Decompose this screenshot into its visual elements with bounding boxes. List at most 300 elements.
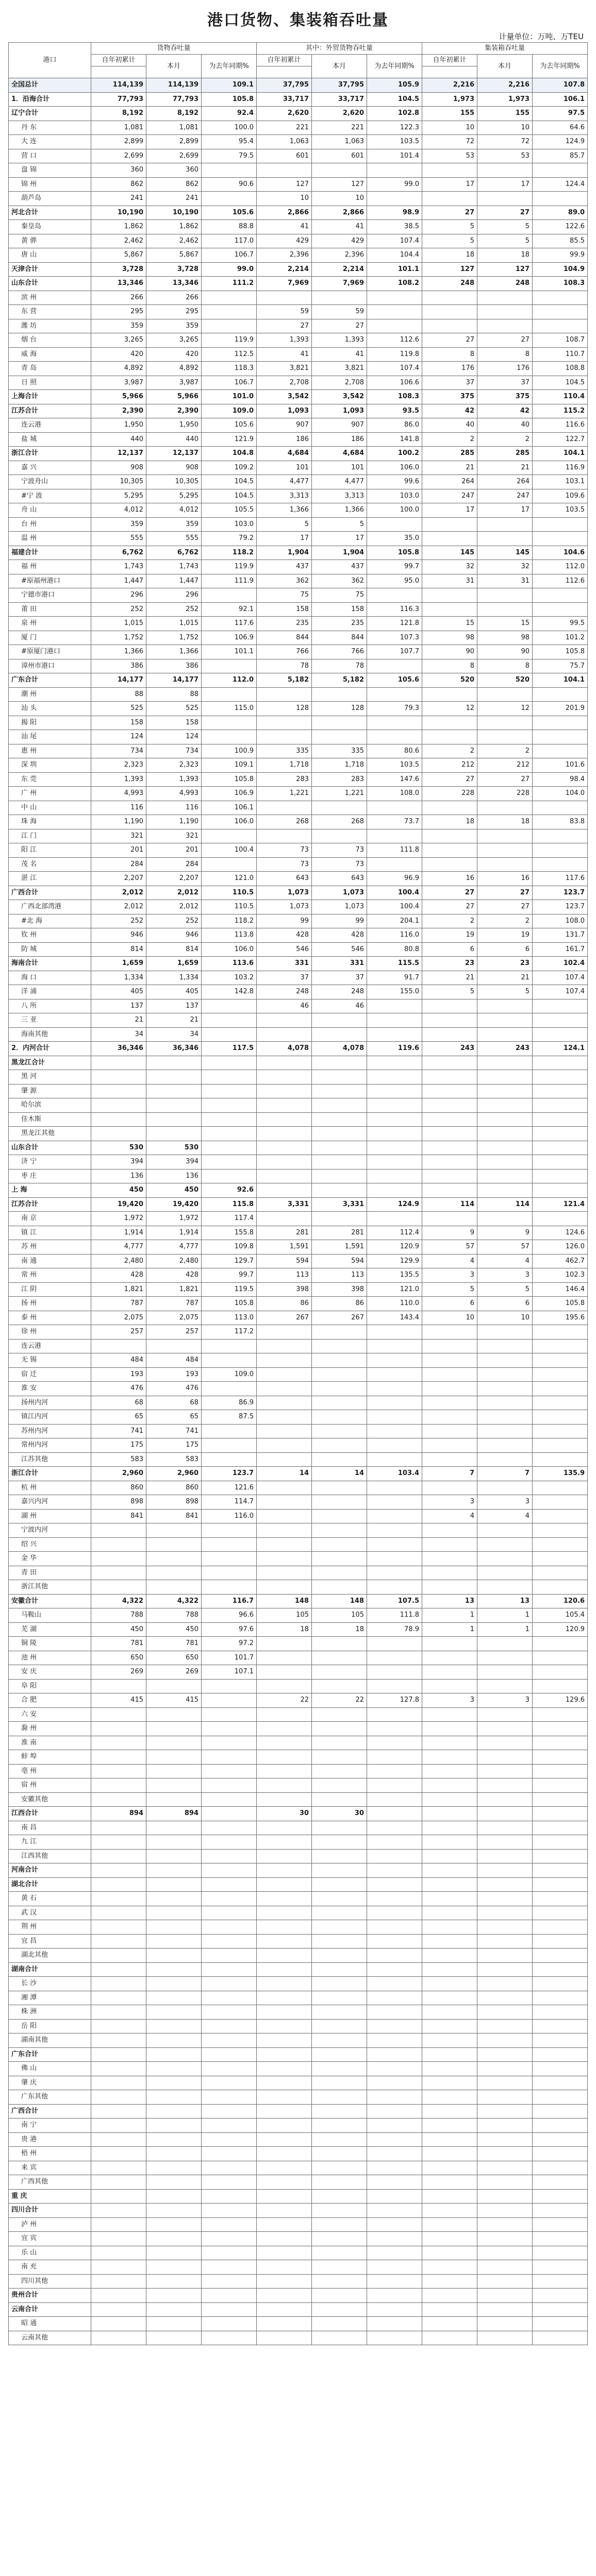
value-cell: 107.4 [533,985,588,999]
table-row [9,687,588,702]
value-cell [422,2047,477,2062]
port-name-cell: 泸 州 [9,2217,91,2232]
value-cell [477,1438,533,1453]
value-cell [312,1934,367,1948]
value-cell: 2,075 [146,1311,202,1325]
value-cell [202,2090,257,2105]
value-cell [146,1707,202,1722]
table-row [9,1637,588,1651]
table-row [9,1297,588,1311]
value-cell [257,2246,312,2260]
port-name-cell: 湖 州 [9,1509,91,1523]
port-name-cell: 亳 州 [9,1764,91,1778]
value-cell [367,1807,422,1821]
port-name-cell: 滁 州 [9,1722,91,1736]
value-cell [422,730,477,744]
port-name-cell: 2．内河合计 [9,1042,91,1056]
value-cell [367,1424,422,1438]
value-cell: 116.6 [533,418,588,433]
value-cell: 105 [257,1608,312,1623]
value-cell: 68 [146,1396,202,1410]
table-row [9,1098,588,1113]
value-cell [91,1679,146,1693]
value-cell [477,1906,533,1920]
value-cell: 594 [257,1254,312,1268]
value-cell: 8 [422,659,477,673]
value-cell: 101.7 [202,1651,257,1665]
value-cell: 120.9 [367,1240,422,1255]
value-cell: 4,684 [312,447,367,461]
value-cell [533,1112,588,1127]
table-row [9,1353,588,1368]
value-cell: 100.9 [202,744,257,758]
value-cell [367,2033,422,2048]
table-row [9,347,588,362]
value-cell [91,2260,146,2275]
value-cell [477,2175,533,2190]
value-cell [202,1778,257,1793]
table-row [9,1282,588,1297]
value-cell: 3 [422,1268,477,1283]
value-cell: 108.2 [367,277,422,291]
value-cell: 27 [422,333,477,348]
value-cell: 161.7 [533,942,588,957]
port-name-cell: 广西北部湾港 [9,900,91,914]
value-cell: 57 [422,1240,477,1255]
value-cell [367,1722,422,1736]
port-name-cell: #原厦门港口 [9,645,91,659]
value-cell: 10 [422,1311,477,1325]
value-cell: 99 [257,914,312,928]
value-cell [312,1736,367,1750]
value-cell: 1,221 [312,787,367,801]
table-row [9,1268,588,1283]
value-cell [533,305,588,319]
value-cell [477,1382,533,1396]
value-cell [422,1580,477,1595]
value-cell [146,1736,202,1750]
value-cell [202,1962,257,1977]
value-cell [477,1112,533,1127]
value-cell [312,2062,367,2076]
table-row [9,1948,588,1963]
table-row [9,1807,588,1821]
value-cell: 155.0 [367,985,422,999]
value-cell: 5,295 [146,489,202,503]
value-cell: 1,093 [257,404,312,418]
value-cell: 129.9 [367,1254,422,1268]
value-cell: 247 [477,489,533,503]
value-cell [202,2104,257,2119]
value-cell: 14,177 [91,673,146,688]
value-cell [367,517,422,532]
value-cell [422,1835,477,1850]
value-cell: 3,265 [91,333,146,348]
value-cell: 13,346 [146,277,202,291]
value-cell [312,2076,367,2090]
table-row [9,277,588,291]
value-cell: 99 [312,914,367,928]
port-name-cell: 黄 骅 [9,234,91,248]
value-cell: 898 [91,1495,146,1510]
value-cell [91,2246,146,2260]
value-cell [202,1438,257,1453]
port-name-cell: 湖南合计 [9,1962,91,1977]
value-cell [367,1991,422,2005]
value-cell: 19 [422,928,477,943]
value-cell: 34 [91,1027,146,1042]
value-cell [257,1792,312,1807]
table-row [9,1877,588,1892]
table-row [9,404,588,418]
value-cell [533,999,588,1013]
value-cell [257,2289,312,2303]
value-cell [146,1098,202,1113]
value-cell: 106.0 [367,461,422,475]
value-cell [477,2147,533,2161]
value-cell [477,1877,533,1892]
value-cell: 248 [312,985,367,999]
value-cell [146,2289,202,2303]
port-name-cell: 黑龙江合计 [9,1056,91,1070]
value-cell: 4,322 [91,1594,146,1608]
value-cell: 27 [312,319,367,333]
value-cell [257,1665,312,1680]
table-row [9,418,588,433]
value-cell [312,1141,367,1155]
value-cell [91,1892,146,1906]
value-cell [422,2274,477,2289]
value-cell: 440 [91,432,146,447]
port-name-cell: 武 汉 [9,1906,91,1920]
value-cell: 520 [477,673,533,688]
value-cell: 7,969 [257,277,312,291]
value-cell: 252 [91,602,146,617]
value-cell: 104.9 [533,262,588,277]
value-cell [367,1339,422,1353]
table-row [9,1197,588,1212]
value-cell: 21 [422,971,477,985]
value-cell: 5 [477,220,533,234]
value-cell: 5,966 [146,390,202,404]
value-cell: 129.6 [533,1693,588,1708]
table-row [9,787,588,801]
value-cell [146,1084,202,1098]
value-cell [257,1127,312,1141]
value-cell [477,1778,533,1793]
value-cell: 16 [477,872,533,886]
value-cell [202,1934,257,1948]
value-cell: 5 [422,234,477,248]
value-cell [533,1948,588,1963]
value-cell: 285 [477,447,533,461]
value-cell [91,1962,146,1977]
value-cell [533,2062,588,2076]
port-name-cell: 中 山 [9,801,91,815]
value-cell [257,2047,312,2062]
value-cell [91,2331,146,2345]
port-name-cell: 珠 海 [9,815,91,829]
value-cell [202,1707,257,1722]
table-row [9,2217,588,2232]
value-cell: 46 [312,999,367,1013]
table-row [9,2147,588,2161]
value-cell: 175 [146,1438,202,1453]
value-cell: 86.9 [202,1396,257,1410]
value-cell: 112.5 [202,347,257,362]
value-cell [367,2331,422,2345]
table-row [9,1537,588,1552]
value-cell: 104.8 [202,447,257,461]
value-cell [257,1382,312,1396]
value-cell [91,1127,146,1141]
value-cell [477,843,533,858]
value-cell [257,2204,312,2218]
value-cell: 113.0 [202,1311,257,1325]
value-cell [257,2062,312,2076]
value-cell: 15 [422,617,477,631]
value-cell [477,2104,533,2119]
value-cell [312,716,367,730]
value-cell [422,2331,477,2345]
table-row [9,1084,588,1098]
value-cell [533,1495,588,1510]
value-cell: 101.4 [367,149,422,163]
value-cell: 898 [146,1495,202,1510]
table-row [9,2132,588,2147]
value-cell: 386 [146,659,202,673]
value-cell [202,857,257,872]
port-name-cell: 湖南其他 [9,2033,91,2048]
value-cell [202,1424,257,1438]
value-cell: 117.6 [533,872,588,886]
port-name-cell: 宿 迁 [9,1367,91,1382]
value-cell [146,1892,202,1906]
port-name-cell: 南 昌 [9,1821,91,1835]
value-cell [146,1764,202,1778]
value-cell: 4,777 [146,1240,202,1255]
port-name-cell: 镇江内河 [9,1410,91,1425]
value-cell: 128 [257,702,312,716]
value-cell: 31 [422,574,477,588]
value-cell [367,999,422,1013]
value-cell [367,1863,422,1878]
value-cell: 104.5 [202,475,257,489]
value-cell: 4,777 [91,1240,146,1255]
port-name-cell: 株 洲 [9,2005,91,2020]
value-cell: 3,728 [146,262,202,277]
value-cell [477,2161,533,2175]
port-name-cell: 汕 头 [9,702,91,716]
port-name-cell: 盐 城 [9,432,91,447]
value-cell: 2,866 [257,206,312,220]
table-row [9,1693,588,1708]
value-cell [533,517,588,532]
value-cell: 37,795 [312,78,367,93]
table-row [9,1042,588,1056]
value-cell [257,1339,312,1353]
value-cell [422,1764,477,1778]
value-cell [422,1948,477,1963]
port-name-cell: 全国总计 [9,78,91,93]
value-cell: 221 [257,121,312,135]
col-cum: 自年初累计 [422,55,477,66]
value-cell: 1 [477,1608,533,1623]
table-row [9,78,588,93]
value-cell [367,2005,422,2020]
value-cell: 1,950 [146,418,202,433]
value-cell [367,2189,422,2204]
value-cell: 113 [312,1268,367,1283]
value-cell: 105.8 [367,546,422,560]
table-row [9,1707,588,1722]
value-cell [202,192,257,206]
value-cell [202,2175,257,2190]
table-row [9,432,588,447]
value-cell [367,1438,422,1453]
port-header: 港口 [9,43,91,78]
value-cell: 530 [91,1141,146,1155]
port-name-cell: 海 口 [9,971,91,985]
port-name-cell: 福建合计 [9,546,91,560]
value-cell: 33,717 [312,92,367,107]
value-cell: 37 [257,971,312,985]
value-cell: 10 [477,121,533,135]
value-cell: 9 [477,1226,533,1240]
port-name-cell: 舟 山 [9,503,91,518]
value-cell [202,1382,257,1396]
value-cell: 101 [312,461,367,475]
value-cell [422,2019,477,2033]
value-cell: 398 [257,1282,312,1297]
value-cell: 1,366 [91,645,146,659]
value-cell [422,2302,477,2317]
value-cell: 124.9 [367,1197,422,1212]
value-cell [533,1367,588,1382]
value-cell: 104.5 [202,489,257,503]
table-row [9,489,588,503]
value-cell [202,291,257,305]
value-cell: 2,960 [91,1467,146,1481]
value-cell: 124.1 [533,1042,588,1056]
port-name-cell: 惠 州 [9,744,91,758]
value-cell: 10,305 [146,475,202,489]
value-cell: 2,480 [146,1254,202,1268]
value-cell [533,1750,588,1765]
value-cell [91,1070,146,1084]
port-name-cell: 黑 河 [9,1070,91,1084]
value-cell [91,1821,146,1835]
value-cell: 2,699 [91,149,146,163]
value-cell: 155 [422,107,477,121]
value-cell [202,1070,257,1084]
value-cell: 8 [477,347,533,362]
value-cell [257,2005,312,2020]
value-cell: 75 [312,588,367,603]
value-cell [257,1764,312,1778]
port-name-cell: 常州内河 [9,1438,91,1453]
value-cell: 2 [477,432,533,447]
value-cell [533,1424,588,1438]
value-cell: 92.6 [202,1183,257,1198]
port-name-cell: 杭 州 [9,1481,91,1495]
value-cell: 123.7 [202,1467,257,1481]
value-cell [477,1141,533,1155]
value-cell [146,2260,202,2275]
port-name-cell: 盘 锦 [9,163,91,178]
value-cell [422,999,477,1013]
value-cell [367,2104,422,2119]
value-cell [257,1027,312,1042]
value-cell: 110.5 [202,886,257,900]
table-row [9,1736,588,1750]
value-cell: 99.7 [367,560,422,574]
value-cell [477,1665,533,1680]
value-cell: 1,073 [312,900,367,914]
value-cell: 1,447 [146,574,202,588]
value-cell: 107.7 [367,645,422,659]
value-cell: 8 [422,347,477,362]
value-cell: 268 [312,815,367,829]
value-cell: 42 [422,404,477,418]
value-cell [367,1098,422,1113]
value-cell: 40 [422,418,477,433]
value-cell: 7,969 [312,277,367,291]
value-cell [91,1792,146,1807]
value-cell [367,1396,422,1410]
value-cell [422,1183,477,1198]
value-cell [367,1056,422,1070]
value-cell [367,2147,422,2161]
value-cell: 193 [91,1367,146,1382]
value-cell: 109.8 [202,1240,257,1255]
value-cell [312,2161,367,2175]
value-cell [312,1977,367,1991]
value-cell [146,1920,202,1935]
table-row [9,659,588,673]
value-cell: 155 [477,107,533,121]
value-cell [202,1849,257,1863]
value-cell: 5 [422,1282,477,1297]
value-cell: 96.9 [367,872,422,886]
value-cell [257,1169,312,1183]
value-cell [422,1339,477,1353]
table-row [9,2161,588,2175]
value-cell [533,2175,588,2190]
value-cell: 437 [257,560,312,574]
value-cell [533,1509,588,1523]
value-cell [367,1353,422,1368]
value-cell [477,716,533,730]
value-cell: 18 [422,815,477,829]
value-cell [367,1070,422,1084]
value-cell: 201.9 [533,702,588,716]
value-cell: 92.4 [202,107,257,121]
value-cell: 124.4 [533,177,588,192]
value-cell: 111.8 [367,843,422,858]
port-name-cell: 济 宁 [9,1155,91,1170]
value-cell: 107.4 [367,362,422,376]
value-cell [202,1764,257,1778]
value-cell [202,1821,257,1835]
port-name-cell: 广东合计 [9,673,91,688]
value-cell [477,2331,533,2345]
value-cell: 110.4 [533,390,588,404]
value-cell [533,1353,588,1368]
value-cell: 79.2 [202,532,257,546]
value-cell: 394 [146,1155,202,1170]
port-name-cell: 肇 庆 [9,2076,91,2090]
